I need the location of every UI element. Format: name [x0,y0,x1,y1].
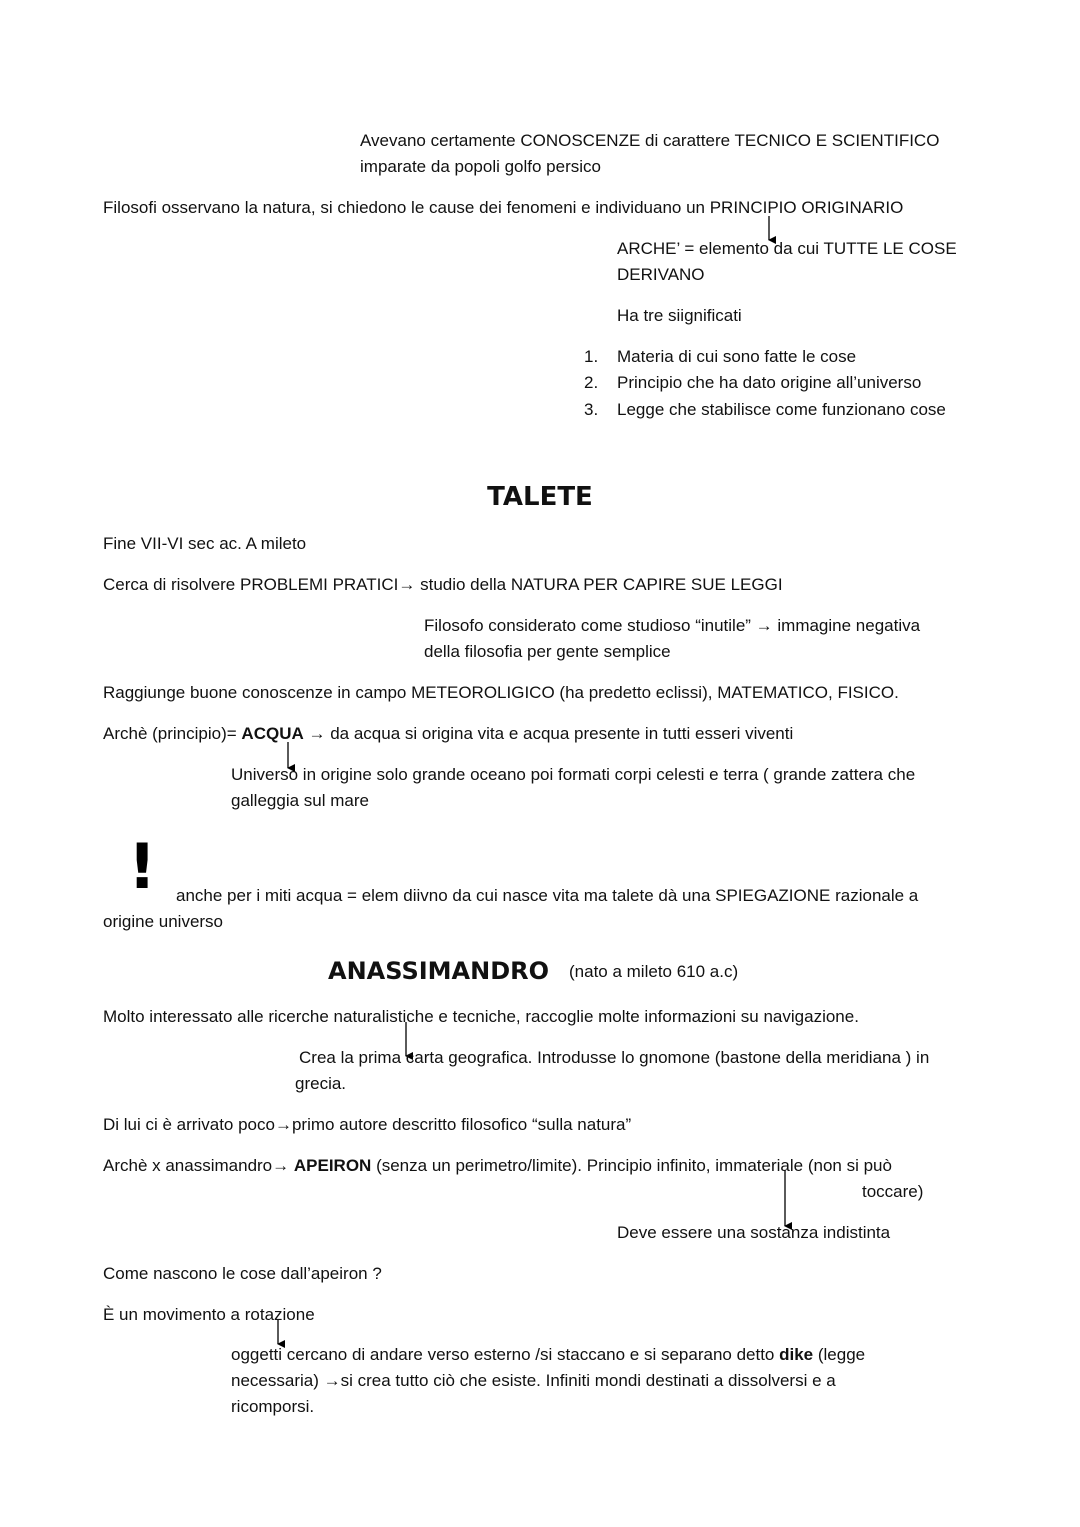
list-number-3: 3. [584,400,599,419]
anassimandro-arche-apeiron: APEIRON [293,1156,372,1175]
talete-problemi: Cerca di risolvere PROBLEMI PRATICI→ studio della NATURA PER CAPIRE SUE LEGGI [103,575,783,594]
list-item-2: Principio che ha dato origine all’universo [617,373,922,392]
talete-universo-line-2: galleggia sul mare [231,791,369,810]
talete-heading: TALETE [487,482,593,512]
intro-line-1: Avevano certamente CONOSCENZE di carattere TECNICO E SCIENTIFICO [360,131,940,150]
talete-arche-acqua: ACQUA [241,724,304,743]
anassimandro-oggetti-suffix: (legge [813,1345,866,1364]
intro-line-2: imparate da popoli golfo persico [360,157,601,176]
talete-date: Fine VII-VI sec ac. A mileto [103,534,307,553]
anassimandro-oggetti-prefix: oggetti cercano di andare verso esterno /si staccano e si separano detto [231,1345,780,1364]
anassimandro-carta-line-2: grecia. [295,1074,347,1093]
list-number-1: 1. [584,347,599,366]
anassimandro-oggetti-line-3: ricomporsi. [231,1397,315,1416]
talete-inutile-line-1: Filosofo considerato come studioso “inutile” → immagine negativa [424,616,921,635]
significati-label: Ha tre siignificati [617,306,742,325]
anassimandro-arche-prefix: Archè x anassimandro→ [103,1156,294,1175]
anassimandro-sostanza: Deve essere una sostanza indistinta [617,1223,891,1242]
list-item-3: Legge che stabilisce come funzionano cose [617,400,946,419]
anassimandro-arche [103,1153,892,1179]
anassimandro-arche-suffix: (senza un perimetro/limite). Principio infinito, immateriale (non si può [371,1156,892,1175]
anassimandro-oggetti-line-1 [231,1342,865,1368]
talete-arche [103,721,793,747]
anassimandro-oggetti-line-2: necessaria) →si crea tutto ciò che esiste. Infiniti mondi destinati a dissolversi e a [231,1371,836,1390]
list-number-2: 2. [584,373,599,392]
anassimandro-come: Come nascono le cose dall’apeiron ? [103,1264,382,1283]
anassimandro-poco: Di lui ci è arrivato poco→primo autore descritto filosofico “sulla natura” [103,1115,632,1134]
talete-inutile-line-2: della filosofia per gente semplice [424,642,671,661]
anassimandro-interessato: Molto interessato alle ricerche naturalistiche e tecniche, raccoglie molte informazioni su navigazione. [103,1007,859,1026]
arche-definition-line-2: DERIVANO [617,265,705,284]
arche-definition-line-1: ARCHE’ = elemento da cui TUTTE LE COSE [617,239,957,258]
anassimandro-carta-line-1: Crea la prima carta geografica. Introdusse lo gnomone (bastone della meridiana ) in [299,1048,930,1067]
list-item-1: Materia di cui sono fatte le cose [617,347,857,366]
anassimandro-subtitle: (nato a mileto 610 a.c) [569,962,739,981]
talete-arche-prefix: Archè (principio)= [103,724,242,743]
exclamation-icon: ! [128,830,157,903]
talete-miti-line-1: anche per i miti acqua = elem diivno da cui nasce vita ma talete dà una SPIEGAZIONE razionale a [176,886,919,905]
talete-conoscenze: Raggiunge buone conoscenze in campo METEOROLIGICO (ha predetto eclissi), MATEMATICO, FISICO. [103,683,899,702]
anassimandro-heading: ANASSIMANDRO [328,957,550,985]
filosofi-paragraph: Filosofi osservano la natura, si chiedono le cause dei fenomeni e individuano un PRINCIPIO ORIGINARIO [103,198,904,217]
anassimandro-toccare: toccare) [862,1182,924,1201]
anassimandro-rotazione: È un movimento a rotazione [103,1305,315,1324]
anassimandro-oggetti-dike: dike [779,1345,814,1364]
talete-miti-line-2: origine universo [103,912,224,931]
talete-arche-suffix: → da acqua si origina vita e acqua presente in tutti esseri viventi [303,724,794,743]
talete-universo-line-1: Universo in origine solo grande oceano poi formati corpi celesti e terra ( grande zattera che [231,765,916,784]
